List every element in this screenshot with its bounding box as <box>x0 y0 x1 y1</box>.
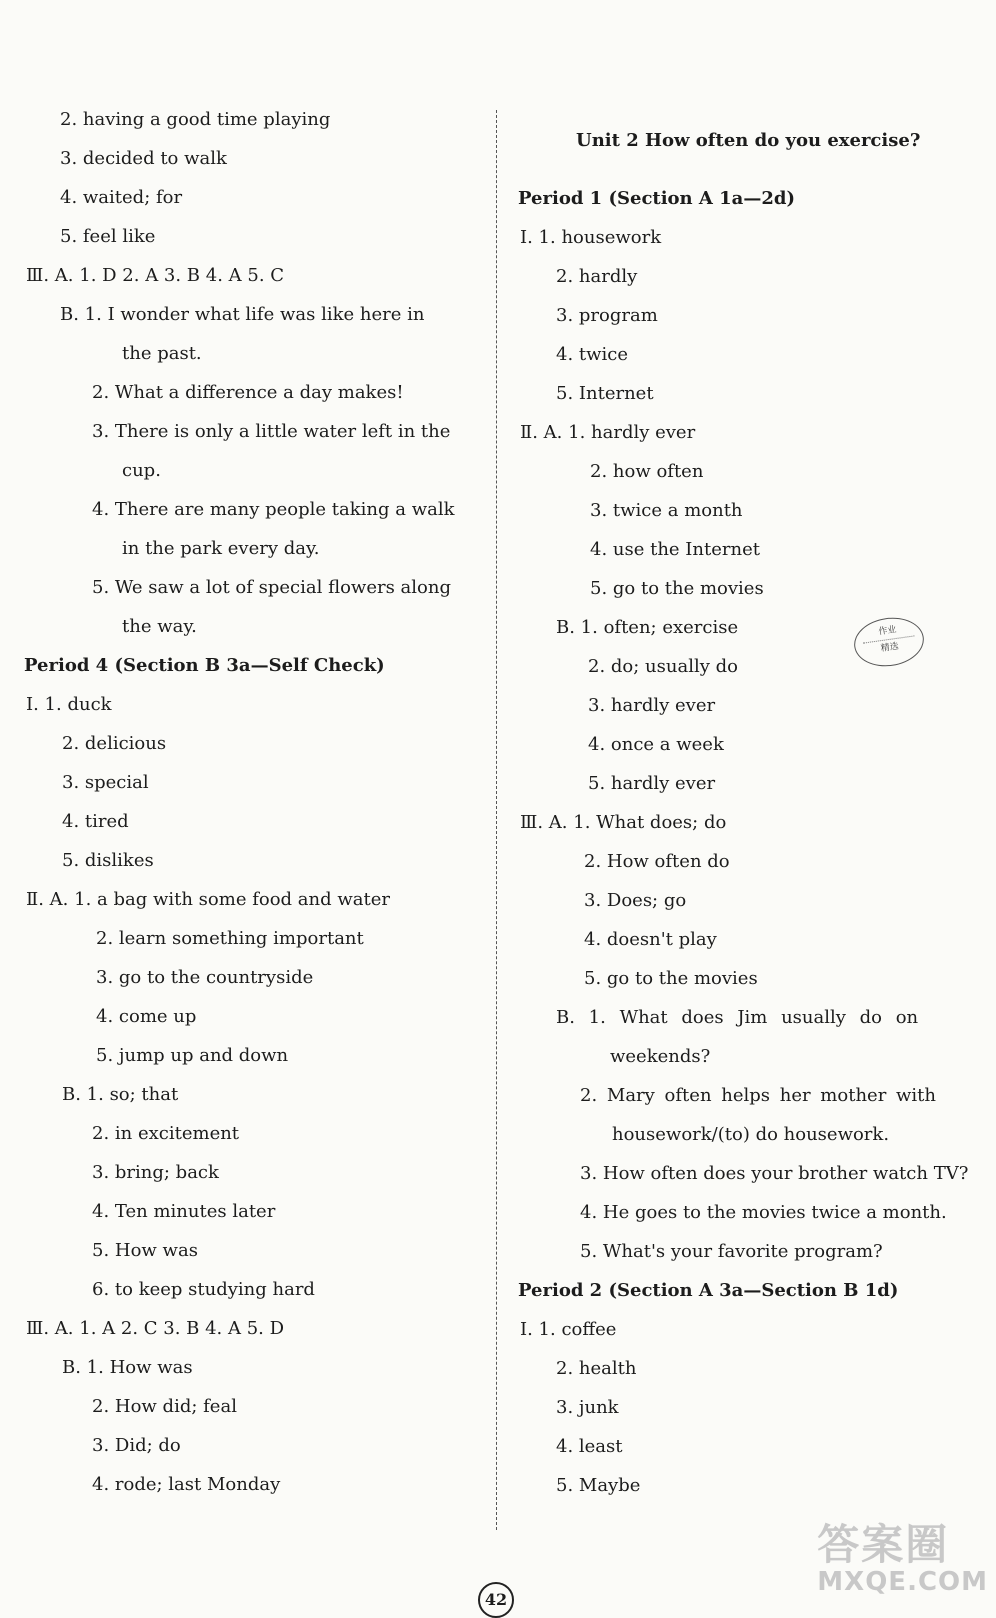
answer-line: B. 1. I wonder what life was like here in <box>60 304 425 325</box>
answer-line: 3. decided to walk <box>60 148 227 169</box>
answer-line: B. 1. What does Jim usually do on <box>556 1007 919 1028</box>
answer-line: 4. use the Internet <box>590 539 760 560</box>
answer-line: 5. We saw a lot of special flowers along <box>92 577 451 598</box>
answer-line: 2. do; usually do <box>588 656 738 677</box>
answer-line: 5. hardly ever <box>588 773 716 794</box>
answer-line: B. 1. so; that <box>62 1084 179 1105</box>
answer-line: 2. What a difference a day makes! <box>92 382 404 403</box>
stamp-seal <box>851 613 927 670</box>
answer-line: B. 1. often; exercise <box>556 617 739 638</box>
column-divider <box>496 110 497 1530</box>
watermark-logo <box>817 1522 988 1596</box>
answer-line: Ⅲ. A. 1. What does; do <box>520 812 727 833</box>
answer-line: Ⅰ. 1. housework <box>520 227 662 248</box>
answer-line: 4. doesn't play <box>584 929 717 950</box>
answer-line: 4. least <box>556 1436 623 1457</box>
answer-line: 3. go to the countryside <box>96 967 314 988</box>
answer-line: in the park every day. <box>122 538 320 559</box>
unit-title: Unit 2 How often do you exercise? <box>576 130 921 151</box>
answer-line: 2. learn something important <box>96 928 364 949</box>
answer-line: 2. having a good time playing <box>60 109 331 130</box>
answer-line: 5. Maybe <box>556 1475 641 1496</box>
answer-line: B. 1. How was <box>62 1357 193 1378</box>
section-heading: Period 4 (Section B 3a—Self Check) <box>24 655 385 676</box>
answer-line: 4. Ten minutes later <box>92 1201 276 1222</box>
answer-line: 4. He goes to the movies twice a month. <box>580 1202 947 1223</box>
answer-line: 2. health <box>556 1358 637 1379</box>
answer-line: Ⅰ. 1. coffee <box>520 1319 617 1340</box>
answer-line: 2. How did; feal <box>92 1396 237 1417</box>
answer-line: 5. Internet <box>556 383 654 404</box>
answer-line: 3. junk <box>556 1397 619 1418</box>
answer-line: 5. go to the movies <box>584 968 758 989</box>
answer-line: 4. There are many people taking a walk <box>92 499 455 520</box>
answer-line: 5. What's your favorite program? <box>580 1241 883 1262</box>
watermark-top: 答案圈 <box>817 1520 950 1569</box>
answer-line: 4. twice <box>556 344 629 365</box>
stamp-text-bottom: 精选 <box>880 641 900 655</box>
answer-line: 2. how often <box>590 461 704 482</box>
answer-line: 3. hardly ever <box>588 695 716 716</box>
answer-line: 4. tired <box>62 811 129 832</box>
answer-line: Ⅲ. A. 1. A 2. C 3. B 4. A 5. D <box>26 1318 285 1339</box>
answer-line: 5. dislikes <box>62 850 154 871</box>
answer-line: 5. feel like <box>60 226 156 247</box>
answer-line: Ⅱ. A. 1. a bag with some food and water <box>26 889 390 910</box>
answer-line: 5. jump up and down <box>96 1045 289 1066</box>
answer-line: Ⅰ. 1. duck <box>26 694 112 715</box>
answer-line: 4. once a week <box>588 734 724 755</box>
answer-line: 3. program <box>556 305 658 326</box>
watermark-bottom: MXQE.COM <box>817 1567 988 1597</box>
answer-line: cup. <box>122 460 161 481</box>
answer-line: 5. go to the movies <box>590 578 764 599</box>
answer-line: 3. Does; go <box>584 890 687 911</box>
answer-line: 2. delicious <box>62 733 167 754</box>
answer-line: 3. There is only a little water left in the <box>92 421 451 442</box>
answer-line: Ⅱ. A. 1. hardly ever <box>520 422 696 443</box>
answer-line: 3. How often does your brother watch TV? <box>580 1163 969 1184</box>
answer-line: 6. to keep studying hard <box>92 1279 315 1300</box>
answer-line: 2. hardly <box>556 266 638 287</box>
answer-line: 4. come up <box>96 1006 197 1027</box>
answer-line: 3. Did; do <box>92 1435 181 1456</box>
section-heading: Period 1 (Section A 1a—2d) <box>518 188 795 209</box>
page-number: 42 <box>478 1582 514 1618</box>
answer-line: 5. How was <box>92 1240 198 1261</box>
answer-line: 2. Mary often helps her mother with <box>580 1085 937 1106</box>
answer-line: 2. in excitement <box>92 1123 240 1144</box>
section-heading: Period 2 (Section A 3a—Section B 1d) <box>518 1280 899 1301</box>
answer-line: weekends? <box>610 1046 711 1067</box>
answer-line: 4. waited; for <box>60 187 183 208</box>
answer-line: the past. <box>122 343 202 364</box>
answer-line: housework/(to) do housework. <box>612 1124 890 1145</box>
answer-line: Ⅲ. A. 1. D 2. A 3. B 4. A 5. C <box>26 265 285 286</box>
answer-line: 4. rode; last Monday <box>92 1474 281 1495</box>
answer-line: 3. bring; back <box>92 1162 219 1183</box>
answer-line: 3. twice a month <box>590 500 743 521</box>
stamp-text-top: 作业 <box>877 624 898 638</box>
answer-line: 3. special <box>62 772 149 793</box>
answer-line: the way. <box>122 616 197 637</box>
answer-line: 2. How often do <box>584 851 730 872</box>
